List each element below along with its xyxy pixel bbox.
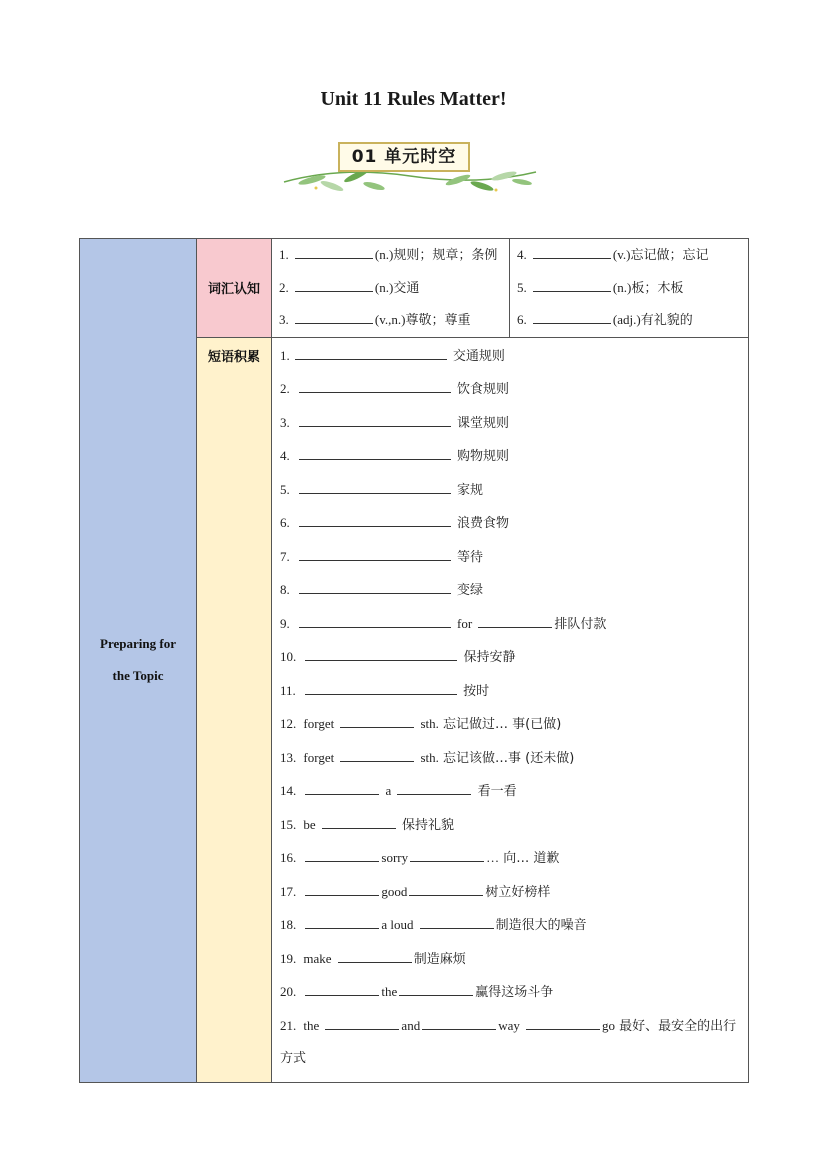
answer-blank[interactable] (305, 648, 457, 661)
answer-blank[interactable] (340, 749, 414, 762)
vocab-item: 3. (v.,n.)尊敬；尊重 (279, 312, 471, 328)
answer-blank[interactable] (305, 883, 379, 896)
answer-blank[interactable] (338, 950, 412, 963)
answer-blank[interactable] (305, 782, 379, 795)
answer-blank[interactable] (340, 715, 414, 728)
vocab-right-column (510, 239, 748, 337)
answer-blank[interactable] (299, 414, 451, 427)
phrase-item: 15. be 保持礼貌 (280, 816, 454, 833)
phrase-item: 11. 按时 (280, 682, 490, 699)
answer-blank[interactable] (305, 682, 457, 695)
vocab-item: 5. (n.)板；木板 (517, 279, 684, 296)
answer-blank[interactable] (299, 615, 451, 628)
answer-blank[interactable] (409, 883, 483, 896)
phrase-item: 7. 等待 (280, 548, 484, 565)
vocab-left-column (272, 239, 510, 337)
phrase-item: 19. make 制造麻烦 (280, 950, 466, 967)
phrase-item: 8. 变绿 (280, 582, 484, 598)
answer-blank[interactable] (399, 983, 473, 996)
answer-blank[interactable] (533, 279, 611, 292)
topic-line2: the Topic (112, 668, 164, 684)
phrase-label: 短语积累 (197, 337, 272, 1082)
answer-blank[interactable] (305, 849, 379, 862)
phrase-item: 16. sorry … 向… 道歉 (280, 850, 560, 866)
phrase-cell (272, 337, 749, 1082)
answer-blank[interactable] (299, 548, 451, 561)
answer-blank[interactable] (295, 347, 447, 360)
phrase-item: 5. 家规 (280, 481, 484, 498)
answer-blank[interactable] (322, 816, 396, 829)
vocab-cell (272, 239, 749, 338)
phrase-item: 13. forget sth. 忘记该做…事 (还未做) (280, 749, 575, 766)
topic-line1: Preparing for (100, 636, 176, 652)
answer-blank[interactable] (299, 514, 451, 527)
answer-blank[interactable] (299, 447, 451, 460)
answer-blank[interactable] (410, 849, 484, 862)
answer-blank[interactable] (299, 581, 451, 594)
phrase-item: 6. 浪费食物 (280, 515, 510, 531)
answer-blank[interactable] (305, 983, 379, 996)
answer-blank[interactable] (422, 1017, 496, 1030)
rules-table (79, 238, 749, 1083)
section-badge: 01 单元时空 (338, 142, 470, 172)
answer-blank[interactable] (295, 311, 373, 324)
phrase-item: 20. the 赢得这场斗争 (280, 984, 554, 1000)
phrase-item: 17. good 树立好榜样 (280, 883, 551, 900)
topic-cell (80, 239, 197, 1083)
answer-blank[interactable] (325, 1017, 399, 1030)
answer-blank[interactable] (305, 916, 379, 929)
phrase-item: 1. 交通规则 (280, 347, 505, 364)
vocab-item: 6. (adj.)有礼貌的 (517, 312, 693, 328)
phrase-item: 21. the and way go 最好、最安全的出行方式 (280, 1017, 737, 1066)
vocab-item: 2. (n.)交通 (279, 279, 420, 296)
phrase-item: 9. for 排队付款 (280, 615, 607, 632)
answer-blank[interactable] (478, 615, 552, 628)
vocab-item: 4. (v.)忘记做；忘记 (517, 247, 709, 263)
vocab-item: 1. (n.)规则；规章；条例 (279, 247, 498, 263)
phrase-item: 14. a 看一看 (280, 783, 517, 799)
answer-blank[interactable] (295, 279, 373, 292)
phrase-item: 4. 购物规则 (280, 448, 510, 464)
answer-blank[interactable] (299, 380, 451, 393)
answer-blank[interactable] (420, 916, 494, 929)
page-title: Unit 11 Rules Matter! (320, 88, 507, 110)
answer-blank[interactable] (295, 246, 373, 259)
phrase-item: 10. 保持安静 (280, 649, 516, 665)
phrase-item: 2. 饮食规则 (280, 381, 510, 397)
answer-blank[interactable] (526, 1017, 600, 1030)
section-banner (282, 132, 538, 196)
answer-blank[interactable] (299, 481, 451, 494)
phrase-item: 12. forget sth. 忘记做过… 事(已做) (280, 716, 562, 732)
answer-blank[interactable] (533, 246, 611, 259)
phrase-item: 18. a loud 制造很大的噪音 (280, 917, 587, 933)
vocab-label: 词汇认知 (197, 239, 272, 338)
answer-blank[interactable] (397, 782, 471, 795)
phrase-item: 3. 课堂规则 (280, 414, 510, 431)
answer-blank[interactable] (533, 311, 611, 324)
